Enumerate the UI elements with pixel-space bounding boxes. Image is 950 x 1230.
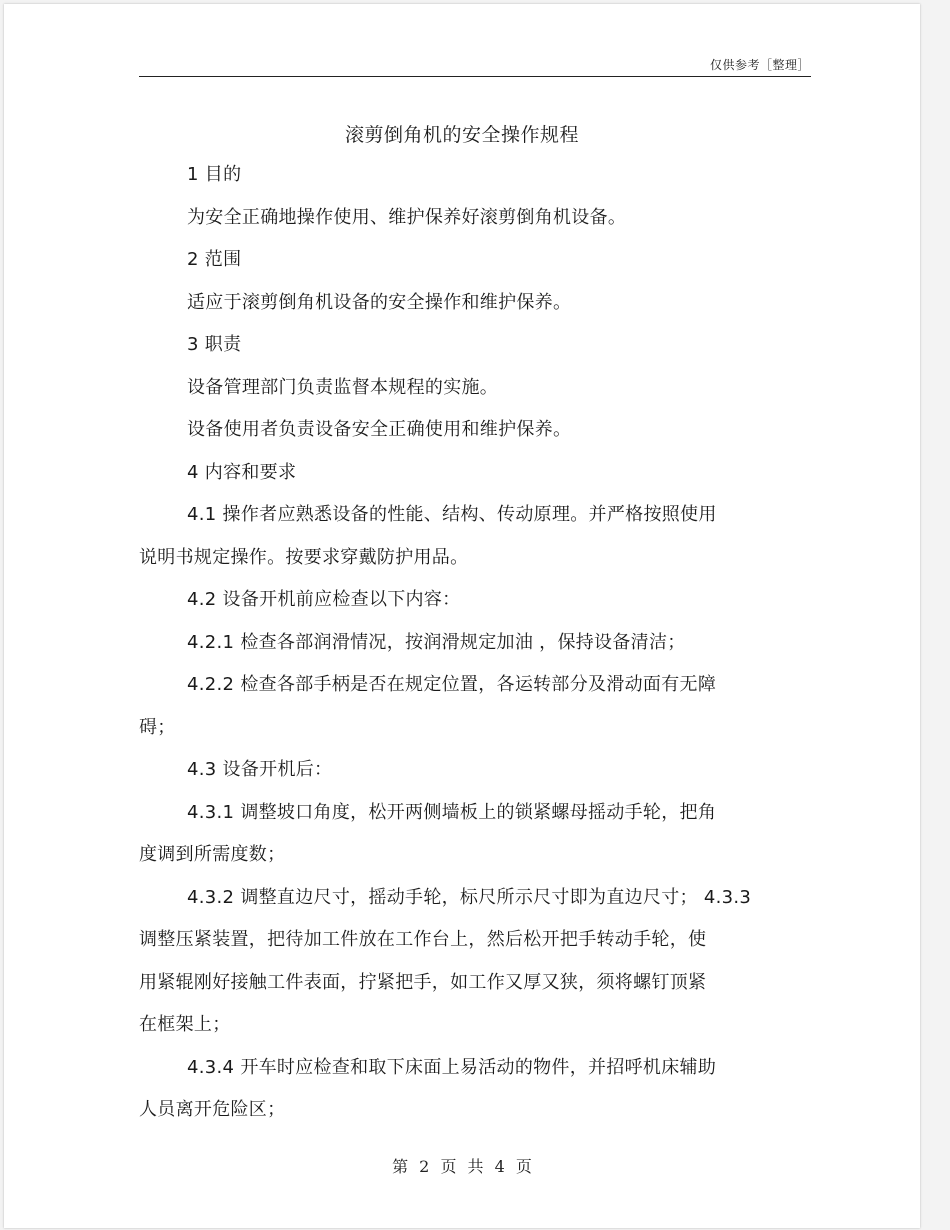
paragraph-line: 4.2.1 检查各部润滑情况，按润滑规定加油 ，保持设备清洁； bbox=[187, 632, 686, 653]
section-heading-responsibility: 3 职责 bbox=[187, 334, 242, 355]
paragraph-line: 4.3.2 调整直边尺寸，摇动手轮，标尺所示尺寸即为直边尺寸； 4.3.3 bbox=[187, 887, 752, 908]
section-heading-purpose: 1 目的 bbox=[187, 164, 242, 185]
section-heading-content: 4 内容和要求 bbox=[187, 462, 297, 483]
paragraph-line: 碍； bbox=[139, 717, 176, 738]
paragraph-line: 4.2.2 检查各部手柄是否在规定位置，各运转部分及滑动面有无障 bbox=[187, 674, 717, 695]
paragraph-line: 4.3.4 开车时应检查和取下床面上易活动的物件，并招呼机床辅助 bbox=[187, 1057, 717, 1078]
paragraph-line: 度调到所需度数； bbox=[139, 844, 286, 865]
paragraph-line: 用紧辊刚好接触工件表面，拧紧把手，如工作又厚又狭，须将螺钉顶紧 bbox=[139, 972, 707, 993]
paragraph-line: 设备使用者负责设备安全正确使用和维护保养。 bbox=[187, 419, 572, 440]
header-note: 仅供参考［整理］ bbox=[709, 58, 810, 72]
page-number-footer: 第 2 页 共 4 页 bbox=[392, 1157, 532, 1176]
paragraph-line: 4.3 设备开机后： bbox=[187, 759, 333, 780]
paragraph-line: 为安全正确地操作使用、维护保养好滚剪倒角机设备。 bbox=[187, 207, 627, 228]
paragraph-line: 在框架上； bbox=[139, 1014, 231, 1035]
paragraph-line: 4.3.1 调整坡口角度，松开两侧墙板上的锁紧螺母摇动手轮，把角 bbox=[187, 802, 717, 823]
document-title: 滚剪倒角机的安全操作规程 bbox=[344, 124, 579, 146]
paragraph-line: 说明书规定操作。按要求穿戴防护用品。 bbox=[139, 547, 469, 568]
header-rule bbox=[139, 76, 811, 77]
paragraph-line: 调整压紧装置，把待加工件放在工作台上，然后松开把手转动手轮，使 bbox=[139, 929, 707, 950]
document-page bbox=[4, 4, 920, 1228]
paragraph-line: 设备管理部门负责监督本规程的实施。 bbox=[187, 377, 499, 398]
paragraph-line: 4.1 操作者应熟悉设备的性能、结构、传动原理。并严格按照使用 bbox=[187, 504, 717, 525]
paragraph-line: 4.2 设备开机前应检查以下内容： bbox=[187, 589, 461, 610]
paragraph-line: 人员离开危险区； bbox=[139, 1099, 286, 1120]
paragraph-line: 适应于滚剪倒角机设备的安全操作和维护保养。 bbox=[187, 292, 572, 313]
section-heading-scope: 2 范围 bbox=[187, 249, 242, 270]
